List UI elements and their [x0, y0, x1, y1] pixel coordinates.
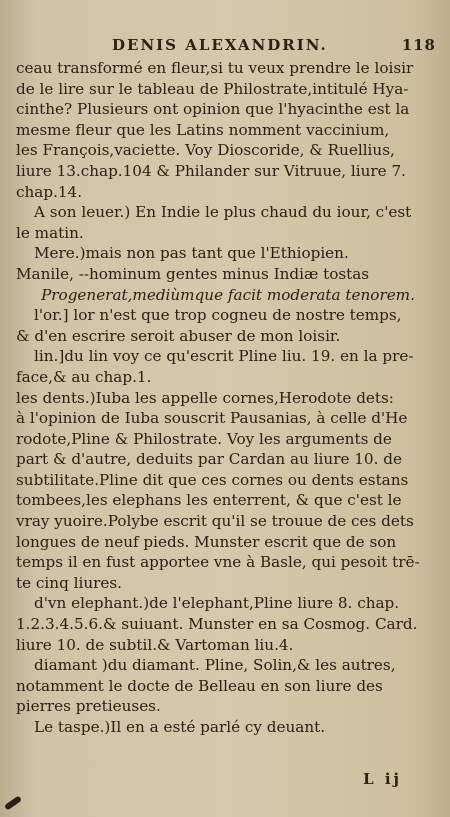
text-line: ceau transformé en fleur,si tu veux prendre le loisir — [16, 59, 414, 77]
text-line: d'vn elephant.)de l'elephant,Pline liure 8. chap. — [34, 594, 400, 613]
text-line: rodote,Pline & Philostrate. Voy les arguments de — [16, 429, 392, 448]
text-line: notamment le docte de Belleau en son liure des — [16, 676, 383, 695]
text-line: Le taspe.)Il en a esté parlé cy deuant. — [34, 718, 326, 736]
text-line: diamant )du diamant. Pline, Solin,& les autres, — [34, 656, 396, 675]
text-line: de le lire sur le tableau de Philostrate,intitulé Hya- — [16, 79, 409, 98]
text-line: chap.14. — [16, 182, 83, 201]
text-line: les dents.)Iuba les appelle cornes,Herodote dets: — [16, 388, 394, 407]
body-text — [16, 58, 440, 738]
text-line: 1.2.3.4.5.6.& suiuant. Munster en sa Cosmog. Card. — [16, 615, 418, 634]
text-line: tombees,les elephans les enterrent, & que c'est le — [16, 491, 402, 510]
text-line: subtilitate.Pline dit que ces cornes ou dents estans — [16, 470, 409, 489]
text-line: à l'opinion de Iuba souscrit Pausanias, à celle d'He — [16, 409, 408, 428]
text-line: pierres pretieuses. — [16, 697, 161, 716]
text-line: A son leuer.) En Indie le plus chaud du iour, c'est — [34, 203, 412, 222]
text-line: & d'en escrire seroit abuser de mon loisir. — [16, 326, 341, 345]
running-title: DENIS ALEXANDRIN. — [112, 36, 328, 54]
text-line: les François,vaciette. Voy Dioscoride, & Ruellius, — [16, 141, 395, 160]
text-line: le matin. — [16, 223, 84, 242]
text-line: Mere.)mais non pas tant que l'Ethiopien. — [34, 244, 349, 263]
text-line: l'or.] lor n'est que trop cogneu de nostre temps, — [34, 306, 402, 325]
text-line: mesme fleur que les Latins nomment vaccinium, — [16, 120, 390, 139]
ink-mark — [4, 795, 22, 810]
text-line: liure 13.chap.104 & Philander sur Vitruue, liure 7. — [16, 161, 406, 180]
signature-mark: L ij — [363, 770, 402, 788]
page-number: 118 — [401, 36, 436, 54]
text-line: face,& au chap.1. — [16, 367, 152, 386]
text-line: longues de neuf pieds. Munster escrit que de son — [16, 532, 397, 551]
text-line: Manile, --hominum gentes minus Indiæ tostas — [16, 264, 370, 283]
text-line: Progenerat,mediùmque facit moderata tenorem. — [41, 285, 415, 304]
text-line: te cinq liures. — [16, 573, 122, 592]
text-line: cinthe? Plusieurs ont opinion que l'hyacinthe est la — [16, 100, 410, 119]
text-line: liure 10. de subtil.& Vartoman liu.4. — [16, 635, 294, 654]
page-header — [112, 36, 436, 58]
text-line: vray yuoire.Polybe escrit qu'il se trouue de ces dets — [16, 512, 414, 531]
text-line: part & d'autre, deduits par Cardan au liure 10. de — [16, 450, 402, 469]
text-line: lin.]du lin voy ce qu'escrit Pline liu. 19. en la pre- — [34, 347, 414, 366]
text-line: temps il en fust apportee vne à Basle, qui pesoit trē- — [16, 553, 420, 572]
